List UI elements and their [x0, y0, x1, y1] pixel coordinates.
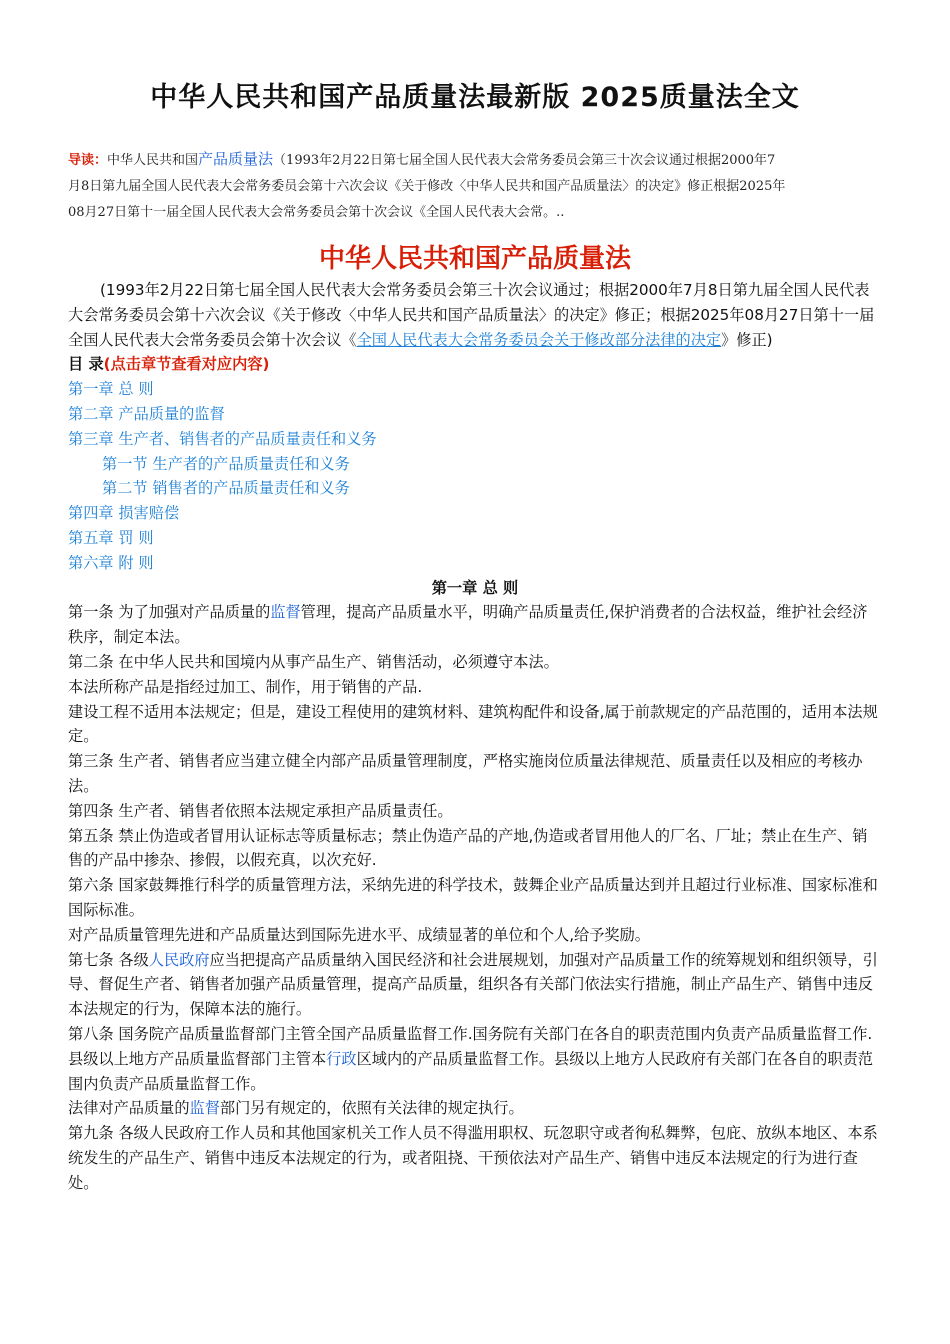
- article-3: 第三条 生产者、销售者应当建立健全内部产品质量管理制度，严格实施岗位质量法律规范、质量责任以及相应的考核办法。: [68, 752, 863, 795]
- intro-highlight-link[interactable]: 产品质量法: [198, 150, 274, 168]
- law-title: 中华人民共和国产品质量法: [318, 244, 631, 274]
- preamble: [68, 278, 882, 352]
- preamble-decision-link[interactable]: 全国人民代表大会常务委员会关于修改部分法律的决定: [356, 330, 722, 349]
- article-9: 第九条 各级人民政府工作人员和其他国家机关工作人员不得滥用职权、玩忽职守或者徇私舞弊，包庇、放纵本地区、本系统发生的产品生产、销售中违反本法规定的行为，或者阻挠、干预依法对产品生产、销售中违反本法规定的行为进行查处。: [68, 1124, 878, 1192]
- article-8-para-2-text: 县级以上地方产品质量监督部门主管本: [68, 1049, 327, 1068]
- article-7-text-after: 应当把提高产品质量纳入国民经济和社会进展规划，加强对产品质量工作的统筹规划和组织领导，引导、督促生产者、销售者加强产品质量管理，提高产品质量，组织各有关部门依法实行措施，制止产品生产、销售中违反本法规定的行为，保障本法的施行。: [68, 950, 878, 1019]
- article-2-para-3: 建设工程不适用本法规定；但是，建设工程使用的建筑材料、建筑构配件和设备,属于前款规定的产品范围的，适用本法规定。: [68, 702, 878, 746]
- article-1-text-after: 管理，提高产品质量水平，明确产品质量责任,保护消费者的合法权益，维护社会经济秩序，制定本法。: [68, 603, 868, 647]
- toc-item-chapter-1[interactable]: 第一章 总 则: [68, 380, 154, 399]
- article-1-text: 第一条 为了加强对产品质量的: [68, 603, 271, 622]
- article-8: 第八条 国务院产品质量监督部门主管全国产品质量监督工作.国务院有关部门在各自的职责范围内负责产品质量监督工作.: [68, 1024, 873, 1043]
- article-5: 第五条 禁止伪造或者冒用认证标志等质量标志；禁止伪造产品的产地,伪造或者冒用他人的厂名、厂址；禁止在生产、销售的产品中掺杂、掺假，以假充真，以次充好.: [68, 826, 868, 870]
- article-4: 第四条 生产者、销售者依照本法规定承担产品质量责任。: [68, 801, 453, 820]
- article-8-para-2-link[interactable]: 行政: [326, 1049, 357, 1068]
- article-1: [68, 600, 882, 650]
- page-title: 中华人民共和国产品质量法最新版 2025质量法全文: [150, 82, 800, 113]
- article-7-link[interactable]: 人民政府: [148, 950, 210, 969]
- toc-item-chapter-2[interactable]: 第二章 产品质量的监督: [68, 404, 225, 423]
- toc-note: (点击章节查看对应内容): [103, 355, 270, 374]
- toc-item-section-1[interactable]: 第一节 生产者的产品质量责任和义务: [102, 454, 350, 473]
- article-8-para-3-text: 法律对产品质量的: [68, 1099, 190, 1118]
- toc-item-section-2[interactable]: 第二节 销售者的产品质量责任和义务: [102, 479, 350, 498]
- toc-item-chapter-6[interactable]: 第六章 附 则: [68, 553, 154, 572]
- article-7: [68, 948, 882, 1022]
- article-8-para-3-text-after: 部门另有规定的，依照有关法律的规定执行。: [219, 1099, 524, 1118]
- toc-item-chapter-5[interactable]: 第五章 罚 则: [68, 528, 154, 547]
- article-8-para-3: [68, 1096, 882, 1121]
- article-8-para-2: [68, 1047, 882, 1097]
- article-1-link[interactable]: 监督: [270, 603, 301, 622]
- article-6: 第六条 国家鼓舞推行科学的质量管理方法，采纳先进的科学技术，鼓舞企业产品质量达到并且超过行业标准、国家标准和国际标准。: [68, 876, 878, 919]
- article-2: 第二条 在中华人民共和国境内从事产品生产、销售活动，必须遵守本法。: [68, 652, 559, 671]
- article-6-para-2: 对产品质量管理先进和产品质量达到国际先进水平、成绩显著的单位和个人,给予奖励。: [68, 925, 650, 944]
- article-8-para-2-text-after: 区域内的产品质量监督工作。县级以上地方人民政府有关部门在各自的职责范围内负责产品质量监督工作。: [68, 1049, 873, 1093]
- toc-heading-label: 目 录: [68, 355, 104, 374]
- toc-item-chapter-4[interactable]: 第四章 损害赔偿: [68, 504, 180, 523]
- preamble-tail: 》修正): [721, 330, 773, 349]
- toc-item-chapter-3[interactable]: 第三章 生产者、销售者的产品质量责任和义务: [68, 429, 377, 448]
- article-8-para-3-link[interactable]: 监督: [189, 1099, 220, 1118]
- article-2-para-2: 本法所称产品是指经过加工、制作，用于销售的产品.: [68, 677, 423, 696]
- article-7-text: 第七条 各级: [68, 950, 149, 969]
- toc-heading: [68, 352, 882, 377]
- chapter-1-title: 第一章 总 则: [431, 578, 519, 597]
- intro-text-before: 中华人民共和国: [107, 153, 199, 168]
- table-of-contents: [68, 377, 882, 575]
- intro-summary: [68, 146, 788, 226]
- intro-lead-label: 导读：: [68, 153, 108, 168]
- intro-text-after: （1993年2月22日第七届全国人民代表大会常务委员会第三十次会议通过根据2000年7月8日第九届全国人民代表大会常务委员会第十六次会议《关于修改〈中华人民共和国产品质量法〉的决定》修正根据2025年08月27日第十一届全国人民代表大会常务委员会第十次会议《全国人民代表大会常。..: [68, 153, 786, 220]
- preamble-text: (1993年2月22日第七届全国人民代表大会常务委员会第三十次会议通过；根据2000年7月8日第九届全国人民代表大会常务委员会第十六次会议《关于修改〈中华人民共和国产品质量法〉的决定》修正；根据2025年08月27日第十一届全国人民代表大会常务委员会第十次会议《: [68, 281, 875, 349]
- law-body: [68, 278, 882, 1195]
